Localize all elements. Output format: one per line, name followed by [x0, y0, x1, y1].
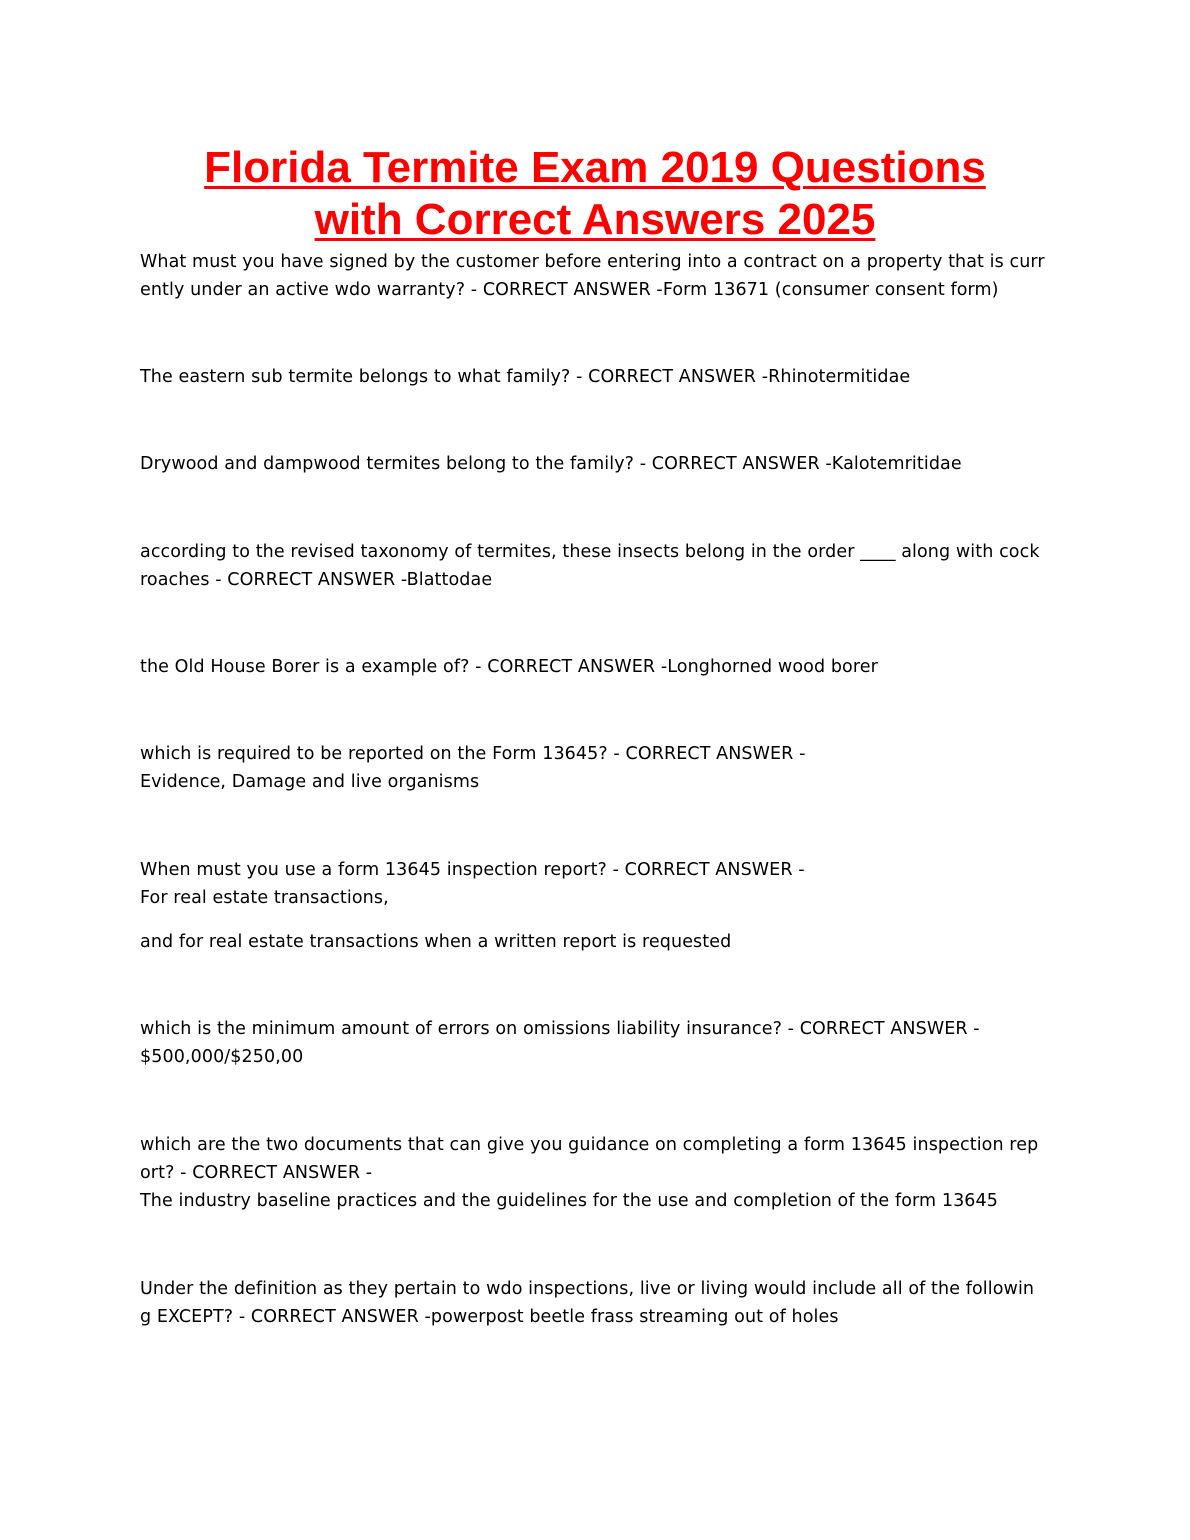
question-5-line-1: the Old House Borer is a example of? - CORRECT ANSWER -Longhorned wood borer — [140, 657, 878, 677]
document-title-line-2: with Correct Answers 2025 — [314, 195, 876, 244]
question-8-line-1: which is the minimum amount of errors on omissions liability insurance? - CORRECT ANSWER - — [140, 1019, 980, 1039]
question-10-line-1: Under the definition as they pertain to wdo inspections, live or living would include all of the followin — [140, 1279, 1035, 1299]
question-3-line-1: Drywood and dampwood termites belong to the family? - CORRECT ANSWER -Kalotemritidae — [140, 454, 962, 474]
question-6-line-1: which is required to be reported on the Form 13645? - CORRECT ANSWER - — [140, 744, 806, 764]
question-7-line-1: When must you use a form 13645 inspection report? - CORRECT ANSWER - — [140, 860, 805, 880]
question-8-line-2: $500,000/$250,00 — [140, 1047, 304, 1067]
question-7-line-3: and for real estate transactions when a written report is requested — [140, 932, 732, 952]
question-9-line-1: which are the two documents that can give you guidance on completing a form 13645 inspection rep — [140, 1135, 1039, 1155]
question-9-line-3: The industry baseline practices and the guidelines for the use and completion of the form 13645 — [140, 1191, 999, 1211]
question-4-line-1: according to the revised taxonomy of termites, these insects belong in the order ____ along with cock — [140, 542, 1040, 562]
document-title — [0, 142, 1190, 246]
question-1-line-1: What must you have signed by the customer before entering into a contract on a property that is curr — [140, 252, 1045, 272]
question-10-line-2: g EXCEPT? - CORRECT ANSWER -powerpost beetle frass streaming out of holes — [140, 1307, 839, 1327]
question-7-line-2: For real estate transactions, — [140, 888, 389, 908]
question-9-line-2: ort? - CORRECT ANSWER - — [140, 1163, 373, 1183]
document-title-line-1: Florida Termite Exam 2019 Questions — [204, 143, 986, 192]
question-4-line-2: roaches - CORRECT ANSWER -Blattodae — [140, 570, 493, 590]
question-6-line-2: Evidence, Damage and live organisms — [140, 772, 480, 792]
question-2-line-1: The eastern sub termite belongs to what family? - CORRECT ANSWER -Rhinotermitidae — [140, 367, 911, 387]
question-1-line-2: ently under an active wdo warranty? - CORRECT ANSWER -Form 13671 (consumer consent form) — [140, 280, 999, 300]
